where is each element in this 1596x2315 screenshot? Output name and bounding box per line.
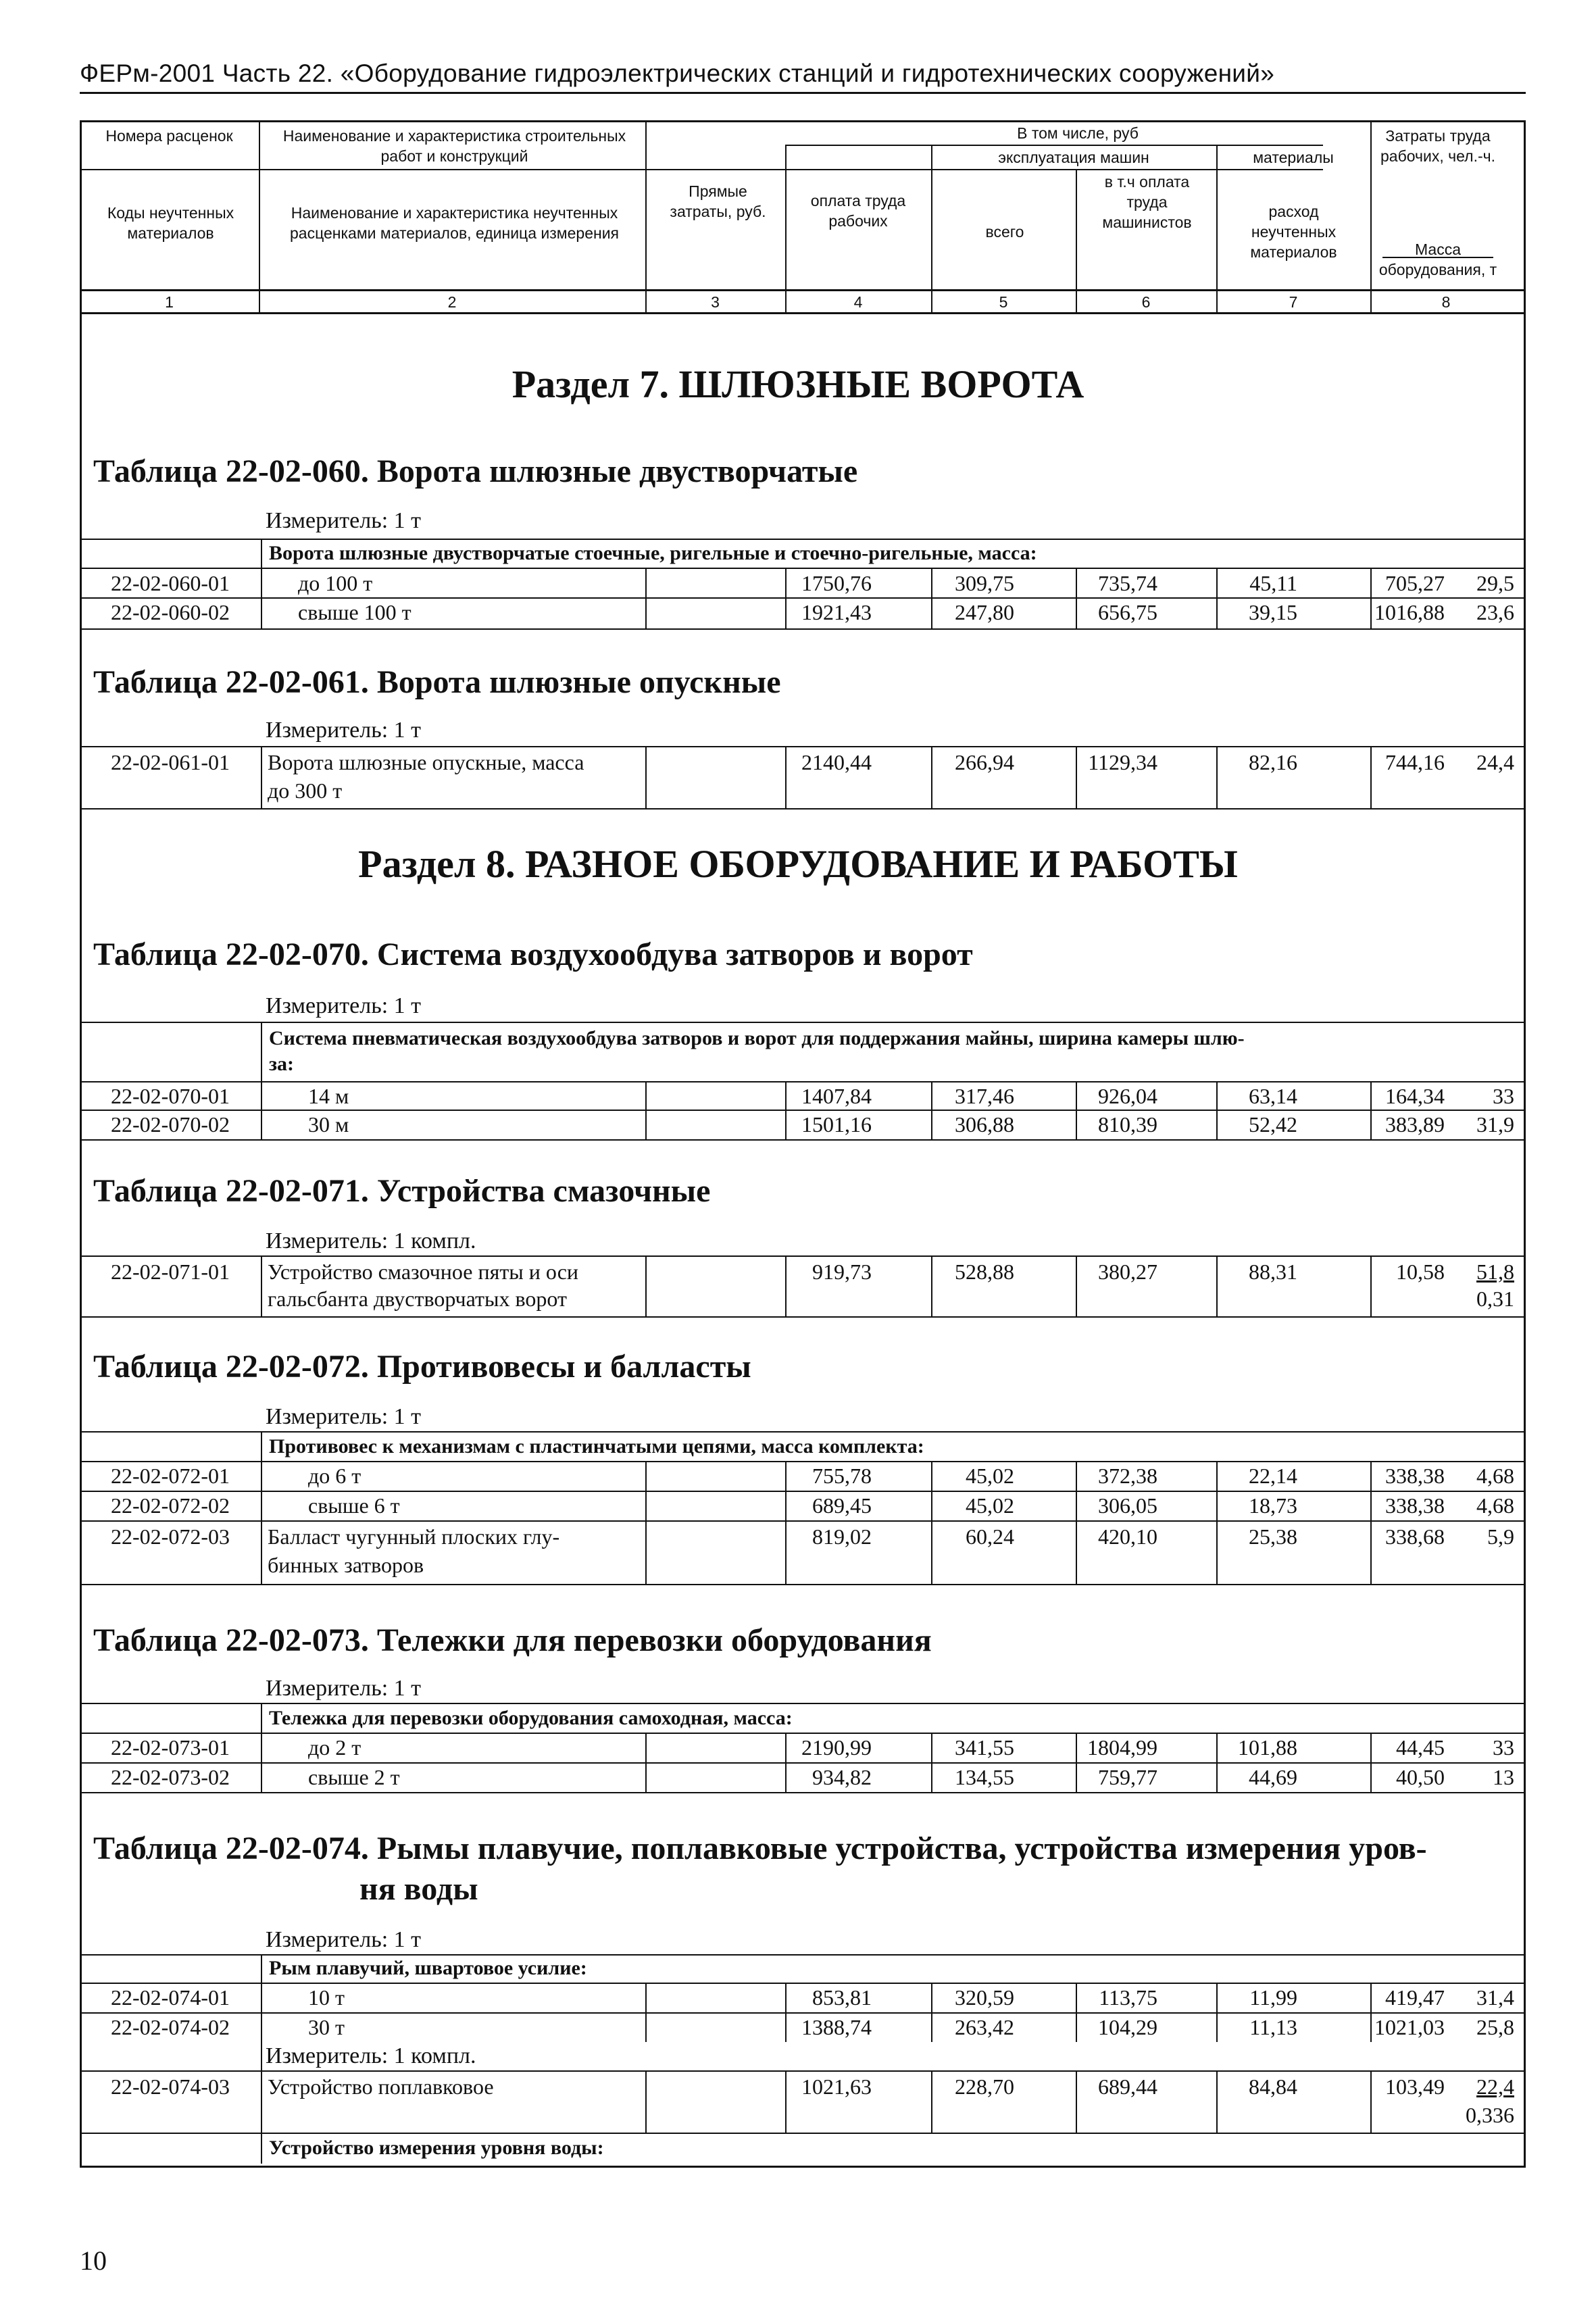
col7-value: 44,45 (1396, 1735, 1445, 1760)
row-group-title: Устройство измерения уровня воды: (269, 2137, 604, 2159)
rule-line (1076, 1255, 1077, 1318)
row-name: свыше 6 т (308, 1493, 400, 1518)
col4-value: 306,88 (955, 1112, 1014, 1137)
rule-line (931, 1461, 932, 1585)
table-meter: Измеритель: 1 компл. (266, 2043, 476, 2068)
rule-line (80, 1255, 1524, 1257)
rule-line (80, 2070, 1524, 2072)
rule-line (931, 2070, 932, 2134)
rule-line (80, 1461, 1524, 1462)
col8-value: 4,68 (1476, 1493, 1514, 1518)
table-title: Таблица 22-02-073. Тележки для перевозки оборудования (93, 1622, 932, 1658)
header-line (259, 120, 260, 312)
rule-line (645, 568, 647, 630)
table-meter: Измеритель: 1 т (266, 1927, 422, 1952)
table-meter: Измеритель: 1 т (266, 1676, 422, 1701)
header-line (931, 145, 932, 312)
section-title: Раздел 7. ШЛЮЗНЫЕ ВОРОТА (512, 362, 1084, 406)
col3-value: 1921,43 (801, 600, 872, 624)
row-code: 22-02-061-01 (111, 750, 230, 774)
rule-line (80, 1316, 1524, 1318)
row-code: 22-02-072-01 (111, 1464, 230, 1488)
rule-line (785, 1983, 787, 2042)
rule-line (80, 1584, 1524, 1585)
col8-value: 51,8 (1476, 1260, 1514, 1284)
col8-value: 5,9 (1487, 1524, 1514, 1549)
rule-line (645, 1461, 647, 1585)
col6-value: 82,16 (1249, 750, 1297, 774)
rule-line (80, 568, 1524, 569)
row-name: Устройство смазочное пяты и оси (268, 1260, 579, 1284)
col3-value: 1750,76 (801, 571, 872, 595)
row-name: свыше 100 т (298, 600, 412, 624)
row-group-title: Тележка для перевозки оборудования самоходная, масса: (269, 1707, 793, 1729)
col4-value: 60,24 (966, 1524, 1014, 1549)
col8-top: Затраты труда рабочих, чел.-ч. (1380, 127, 1495, 165)
header-line (80, 312, 1524, 314)
table-meter: Измеритель: 1 т (266, 718, 422, 743)
col6-value: 88,31 (1249, 1260, 1297, 1284)
col6-value: 39,15 (1249, 600, 1297, 624)
header-line (80, 169, 1323, 170)
col-number: 3 (711, 293, 720, 311)
col8-value: 23,6 (1476, 600, 1514, 624)
col5-value: 372,38 (1098, 1464, 1157, 1488)
rule-line (1216, 1461, 1218, 1585)
col8-value: 33 (1493, 1735, 1514, 1760)
col3-value: 2140,44 (801, 750, 872, 774)
row-name: до 100 т (298, 571, 373, 595)
row-name: свыше 2 т (308, 1765, 400, 1789)
rule-line (785, 1255, 787, 1318)
col4-value: 228,70 (955, 2074, 1014, 2099)
col4-value: 317,46 (955, 1084, 1014, 1108)
header-line (1216, 145, 1218, 312)
row-code: 22-02-070-01 (111, 1084, 230, 1108)
rule-line (645, 1081, 647, 1141)
row-code: 22-02-073-01 (111, 1735, 230, 1760)
col8-value: 33 (1493, 1084, 1514, 1108)
rule-line (80, 808, 1524, 810)
rule-line (1216, 568, 1218, 630)
row-name-cont: гальсбанта двустворчатых ворот (268, 1287, 567, 1311)
rule-line (1076, 1733, 1077, 1793)
row-name: Ворота шлюзные опускные, масса (268, 750, 584, 774)
col7-value: 1021,03 (1374, 2015, 1445, 2039)
rule-line (645, 2070, 647, 2134)
col7-value: 419,47 (1385, 1985, 1445, 2010)
rule-line (1216, 746, 1218, 810)
rule-line (1370, 1983, 1372, 2042)
rule-line (931, 1081, 932, 1141)
rule-line (645, 1733, 647, 1793)
col7-header: расход неучтенных материалов (1250, 203, 1337, 261)
col-number: 7 (1289, 293, 1298, 311)
col8-value: 4,68 (1476, 1464, 1514, 1488)
table-title: Таблица 22-02-071. Устройства смазочные (93, 1173, 711, 1209)
col5-value: 759,77 (1098, 1765, 1157, 1789)
rule-line (1076, 1983, 1077, 2042)
col4-value: 341,55 (955, 1735, 1014, 1760)
rule-line (80, 1983, 1524, 1984)
col4-value: 247,80 (955, 600, 1014, 624)
col1-bottom: Коды неучтенных материалов (107, 204, 234, 242)
col6-value: 22,14 (1249, 1464, 1297, 1488)
col7-value: 338,38 (1385, 1464, 1445, 1488)
col4-value: 309,75 (955, 571, 1014, 595)
col6-value: 11,99 (1249, 1985, 1297, 2010)
table-meter: Измеритель: 1 компл. (266, 1228, 476, 1253)
col3-value: 689,45 (812, 1493, 872, 1518)
rule-line (1216, 2070, 1218, 2134)
col4-value: 134,55 (955, 1765, 1014, 1789)
col7-value: 40,50 (1396, 1765, 1445, 1789)
rule-line (1370, 1255, 1372, 1318)
row-name: Устройство поплавковое (268, 2074, 494, 2099)
row-code: 22-02-072-02 (111, 1493, 230, 1518)
rule-line (1076, 746, 1077, 810)
col8-value: 31,9 (1476, 1112, 1514, 1137)
col6-value: 18,73 (1249, 1493, 1297, 1518)
col1-top: Номера расценок (105, 127, 233, 145)
row-group-title: Противовес к механизмам с пластинчатыми цепями, масса комплекта: (269, 1435, 924, 1458)
rule-line (261, 746, 262, 810)
rule-line (80, 2012, 1524, 2014)
col6-value: 52,42 (1249, 1112, 1297, 1137)
col6-value: 25,38 (1249, 1524, 1297, 1549)
table-meter: Измеритель: 1 т (266, 993, 422, 1018)
header-line (1370, 120, 1372, 312)
col8-value: 24,4 (1476, 750, 1514, 774)
table-title: Таблица 22-02-060. Ворота шлюзные двустворчатые (93, 453, 858, 489)
rule-line (645, 1983, 647, 2042)
rule-line (261, 1954, 262, 2164)
page-header: ФЕРм-2001 Часть 22. «Оборудование гидроэлектрических станций и гидротехнических сооружений» (80, 59, 1526, 94)
rule-line (785, 1461, 787, 1585)
col5-value: 306,05 (1098, 1493, 1157, 1518)
rule-line (1370, 1461, 1372, 1585)
row-code: 22-02-072-03 (111, 1524, 230, 1549)
row-group-title: Ворота шлюзные двустворчатые стоечные, ригельные и стоечно-ригельные, масса: (269, 542, 1037, 564)
col8-value: 25,8 (1476, 2015, 1514, 2039)
col5-value: 380,27 (1098, 1260, 1157, 1284)
machines-header: эксплуатация машин (998, 149, 1149, 166)
rule-line (931, 1255, 932, 1318)
rule-line (80, 597, 1524, 599)
table-meter: Измеритель: 1 т (266, 1404, 422, 1429)
row-code: 22-02-074-01 (111, 1985, 230, 2010)
rule-line (80, 1733, 1524, 1734)
rule-line (931, 1983, 932, 2042)
col3-value: 1388,74 (801, 2015, 872, 2039)
col3-value: 755,78 (812, 1464, 872, 1488)
col3-value: 819,02 (812, 1524, 872, 1549)
col5-value: 1129,34 (1088, 750, 1157, 774)
rule-line (785, 1733, 787, 1793)
materials-header: материалы (1253, 149, 1334, 166)
col8-bottom: Масса оборудования, т (1378, 241, 1497, 278)
header-line (785, 145, 787, 312)
col5-value: 1804,99 (1087, 1735, 1157, 1760)
rule-line (80, 1081, 1524, 1082)
header-line (785, 145, 1323, 146)
rule-line (1076, 1461, 1077, 1585)
col5-value: 656,75 (1098, 600, 1157, 624)
rule-line (1216, 1983, 1218, 2042)
col8-value: 31,4 (1476, 1985, 1514, 2010)
rule-line (80, 1520, 1524, 1522)
col-number: 4 (853, 293, 863, 311)
row-code: 22-02-074-03 (111, 2074, 230, 2099)
row-code: 22-02-070-02 (111, 1112, 230, 1137)
rule-line (1076, 2070, 1077, 2134)
rule-line (931, 1733, 932, 1793)
col6-value: 44,69 (1249, 1765, 1297, 1789)
col7-value: 164,34 (1385, 1084, 1445, 1108)
col6-value: 45,11 (1249, 571, 1297, 595)
col3-value: 919,73 (812, 1260, 872, 1284)
col3-value: 934,82 (812, 1765, 872, 1789)
col5-value: 926,04 (1098, 1084, 1157, 1108)
section-title: Раздел 8. РАЗНОЕ ОБОРУДОВАНИЕ И РАБОТЫ (358, 842, 1238, 886)
row-group-title: Рым плавучий, швартовое усилие: (269, 1957, 587, 1979)
col-number: 8 (1441, 293, 1451, 311)
row-name: 30 м (308, 1112, 349, 1137)
rule-line (1370, 1733, 1372, 1793)
col4-header: оплата труда рабочих (810, 192, 906, 230)
rule-line (80, 1762, 1524, 1764)
col4-value: 45,02 (966, 1493, 1014, 1518)
col2-top: Наименование и характеристика строительных работ и конструкций (282, 127, 626, 165)
rule-line (80, 539, 1524, 540)
col8-value: 13 (1493, 1765, 1514, 1789)
row-name: до 6 т (308, 1464, 361, 1488)
col7-value: 383,89 (1385, 1112, 1445, 1137)
col6-value: 84,84 (1249, 2074, 1297, 2099)
header-line (645, 120, 647, 312)
rule-line (80, 1491, 1524, 1492)
col3-value: 1021,63 (801, 2074, 872, 2099)
col6-value: 63,14 (1249, 1084, 1297, 1108)
col3-value: 1501,16 (801, 1112, 872, 1137)
col3-value: 2190,99 (801, 1735, 872, 1760)
col-number: 2 (447, 293, 457, 311)
col6-value: 11,13 (1249, 2015, 1297, 2039)
rule-line (645, 1255, 647, 1318)
rule-line (80, 1110, 1524, 1111)
rule-line (1370, 746, 1372, 810)
col-number: 1 (165, 293, 174, 311)
row-name: до 2 т (308, 1735, 361, 1760)
col7-value: 1016,88 (1374, 600, 1445, 624)
rule-line (785, 2070, 787, 2134)
row-name-cont: до 300 т (268, 778, 343, 803)
col-number: 5 (999, 293, 1008, 311)
col5-value: 113,75 (1099, 1985, 1157, 2010)
rule-line (1076, 568, 1077, 630)
table-title: Таблица 22-02-061. Ворота шлюзные опускные (93, 664, 781, 700)
row-name: 14 м (308, 1084, 349, 1108)
col4-value: 320,59 (955, 1985, 1014, 2010)
col7-value: 10,58 (1396, 1260, 1445, 1284)
col2-bottom: Наименование и характеристика неучтенных расценками материалов, единица измерения (289, 204, 619, 242)
row-code: 22-02-074-02 (111, 2015, 230, 2039)
col-number: 6 (1141, 293, 1151, 311)
col6-value: 101,88 (1238, 1735, 1297, 1760)
row-code: 22-02-060-02 (111, 600, 230, 624)
col7-value: 338,38 (1385, 1493, 1445, 1518)
col4-value: 45,02 (966, 1464, 1014, 1488)
rule-line (80, 1139, 1524, 1141)
rule-line (80, 746, 1524, 747)
row-name: 10 т (308, 1985, 345, 2010)
col4-value: 266,94 (955, 750, 1014, 774)
rule-line (931, 746, 932, 810)
rule-line (261, 1703, 262, 1793)
rule-line (80, 628, 1524, 630)
rule-line (785, 746, 787, 810)
rule-line (1076, 1081, 1077, 1141)
col5-value: 420,10 (1098, 1524, 1157, 1549)
row-code: 22-02-071-01 (111, 1260, 230, 1284)
row-name: 30 т (308, 2015, 345, 2039)
col3-value: 853,81 (812, 1985, 872, 2010)
col5-header: всего (985, 223, 1024, 241)
col5-value: 735,74 (1098, 571, 1157, 595)
col7-value: 338,68 (1385, 1524, 1445, 1549)
col8-value: 22,4 (1476, 2074, 1514, 2099)
header-line (1076, 169, 1077, 312)
rule-line (1370, 568, 1372, 630)
rule-line (80, 1022, 1524, 1023)
rule-line (645, 746, 647, 810)
rule-line (931, 568, 932, 630)
column-line (261, 539, 262, 630)
row-code: 22-02-060-01 (111, 571, 230, 595)
table-title-cont: ня воды (359, 1871, 478, 1907)
rule-line (1216, 1255, 1218, 1318)
col8-mass-value: 0,336 (1466, 2103, 1514, 2127)
row-code: 22-02-073-02 (111, 1765, 230, 1789)
table-meter: Измеритель: 1 т (266, 508, 422, 533)
rule-line (785, 1081, 787, 1141)
table-title: Таблица 22-02-072. Противовесы и балласты (93, 1349, 751, 1385)
incl-header: В том числе, руб (1017, 124, 1139, 142)
col7-value: 705,27 (1385, 571, 1445, 595)
rule-line (80, 1431, 1524, 1433)
rule-line (1370, 2070, 1372, 2134)
rule-line (261, 1022, 262, 1141)
table-title: Таблица 22-02-074. Рымы плавучие, поплавковые устройства, устройства измерения уров- (93, 1831, 1427, 1866)
rule-line (1216, 1081, 1218, 1141)
row-name: Балласт чугунный плоских глу- (268, 1524, 560, 1549)
row-group-title-cont: за: (269, 1053, 295, 1075)
rule-line (785, 568, 787, 630)
col5-value: 104,29 (1098, 2015, 1157, 2039)
rule-line (80, 1954, 1524, 1956)
rule-line (261, 1255, 262, 1318)
rule-line (80, 1792, 1524, 1793)
rule-line (1216, 1733, 1218, 1793)
table-title: Таблица 22-02-070. Система воздухообдува затворов и ворот (93, 937, 973, 972)
rule-line (80, 1703, 1524, 1704)
col5-value: 689,44 (1098, 2074, 1157, 2099)
col8-value: 29,5 (1476, 571, 1514, 595)
col5-value: 810,39 (1098, 1112, 1157, 1137)
col3-header: Прямые затраты, руб. (670, 182, 766, 220)
col3-value: 1407,84 (801, 1084, 872, 1108)
row-group-title: Система пневматическая воздухообдува затворов и ворот для поддержания майны, ширина камеры шлю- (269, 1027, 1245, 1049)
col8-mass-value: 0,31 (1476, 1287, 1514, 1311)
col6-header: в т.ч оплата труда машинистов (1102, 173, 1192, 231)
col7-value: 744,16 (1385, 750, 1445, 774)
header-line (80, 289, 1524, 291)
rule-line (80, 2133, 1524, 2134)
col4-value: 528,88 (955, 1260, 1014, 1284)
rule-line (261, 1431, 262, 1585)
col4-value: 263,42 (955, 2015, 1014, 2039)
row-name-cont: бинных затворов (268, 1553, 424, 1577)
col7-value: 103,49 (1385, 2074, 1445, 2099)
page-number: 10 (80, 2245, 107, 2276)
rule-line (1370, 1081, 1372, 1141)
